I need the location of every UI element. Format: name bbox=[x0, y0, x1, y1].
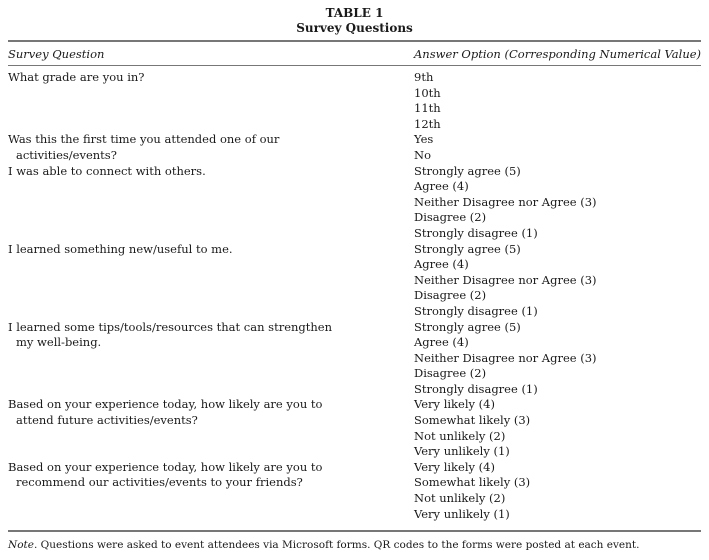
question-text: activities/events? bbox=[16, 147, 117, 162]
answer-option: 9th bbox=[414, 70, 434, 84]
table-row bbox=[8, 164, 701, 242]
question-cell bbox=[8, 460, 414, 522]
answer-option: No bbox=[414, 147, 431, 162]
table-title: Survey Questions bbox=[296, 21, 413, 35]
answer-option: Very likely (4) bbox=[414, 459, 495, 474]
answer-option: Strongly agree (5) bbox=[414, 163, 521, 178]
question-text: my well-being. bbox=[16, 335, 102, 350]
answer-option: Very likely (4) bbox=[414, 397, 495, 412]
answer-cell bbox=[414, 397, 701, 459]
question-cell bbox=[8, 132, 414, 163]
question-cell bbox=[8, 242, 414, 320]
answer-option: Agree (4) bbox=[414, 257, 469, 272]
note-text: Questions were asked to event attendees via Microsoft forms. QR codes to the forms were posted at each event. bbox=[37, 539, 640, 551]
answer-option: Strongly disagree (1) bbox=[414, 303, 538, 318]
table-note bbox=[8, 539, 639, 551]
question-text: What grade are you in? bbox=[8, 70, 145, 84]
bottom-rule bbox=[8, 530, 701, 532]
answer-cell bbox=[414, 320, 701, 398]
table-body bbox=[8, 70, 701, 522]
answer-cell bbox=[414, 242, 701, 320]
question-cell bbox=[8, 164, 414, 242]
answer-option: Yes bbox=[414, 132, 434, 147]
table-row bbox=[8, 460, 701, 522]
answer-option: Neither Disagree nor Agree (3) bbox=[414, 350, 597, 365]
answer-option: Agree (4) bbox=[414, 179, 469, 194]
question-cell bbox=[8, 70, 414, 132]
answer-option: Neither Disagree nor Agree (3) bbox=[414, 272, 597, 287]
answer-option: Disagree (2) bbox=[414, 366, 487, 381]
answer-option: Strongly disagree (1) bbox=[414, 381, 538, 396]
table-row bbox=[8, 132, 701, 163]
answer-option: Somewhat likely (3) bbox=[414, 475, 531, 490]
question-text: I learned some tips/tools/resources that can strengthen bbox=[8, 319, 333, 334]
answer-cell bbox=[414, 70, 701, 132]
answer-cell bbox=[414, 460, 701, 522]
answer-option: 10th bbox=[414, 85, 441, 100]
header-survey-question: Survey Question bbox=[8, 47, 105, 61]
question-text: I was able to connect with others. bbox=[8, 163, 206, 178]
top-rule bbox=[8, 40, 701, 42]
answer-option: Very unlikely (1) bbox=[414, 444, 510, 459]
question-text: Was this the first time you attended one of our bbox=[8, 132, 280, 147]
table-row bbox=[8, 320, 701, 398]
note-label: Note. bbox=[8, 539, 38, 551]
question-text: Based on your experience today, how likely are you to bbox=[8, 459, 323, 474]
question-cell bbox=[8, 397, 414, 459]
question-cell bbox=[8, 320, 414, 398]
answer-option: Neither Disagree nor Agree (3) bbox=[414, 194, 597, 209]
answer-option: Strongly agree (5) bbox=[414, 241, 521, 256]
answer-cell bbox=[414, 132, 701, 163]
answer-option: Strongly disagree (1) bbox=[414, 225, 538, 240]
answer-option: Agree (4) bbox=[414, 335, 469, 350]
table-row bbox=[8, 242, 701, 320]
answer-option: Very unlikely (1) bbox=[414, 506, 510, 521]
table-row bbox=[8, 397, 701, 459]
answer-option: 11th bbox=[414, 101, 441, 116]
question-text: recommend our activities/events to your friends? bbox=[16, 475, 303, 490]
table-label: TABLE 1 bbox=[325, 6, 384, 20]
answer-option: Somewhat likely (3) bbox=[414, 413, 531, 428]
question-text: attend future activities/events? bbox=[16, 413, 198, 428]
answer-option: Disagree (2) bbox=[414, 288, 487, 303]
answer-cell bbox=[414, 164, 701, 242]
answer-option: Strongly agree (5) bbox=[414, 319, 521, 334]
question-text: Based on your experience today, how likely are you to bbox=[8, 397, 323, 412]
answer-option: Not unlikely (2) bbox=[414, 428, 506, 443]
header-rule bbox=[8, 65, 701, 66]
header-answer-option: Answer Option (Corresponding Numerical Value) bbox=[414, 47, 702, 61]
table-row bbox=[8, 70, 701, 132]
answer-option: Not unlikely (2) bbox=[414, 491, 506, 506]
question-text: I learned something new/useful to me. bbox=[8, 241, 233, 256]
answer-option: 12th bbox=[414, 116, 441, 131]
answer-option: Disagree (2) bbox=[414, 210, 487, 225]
